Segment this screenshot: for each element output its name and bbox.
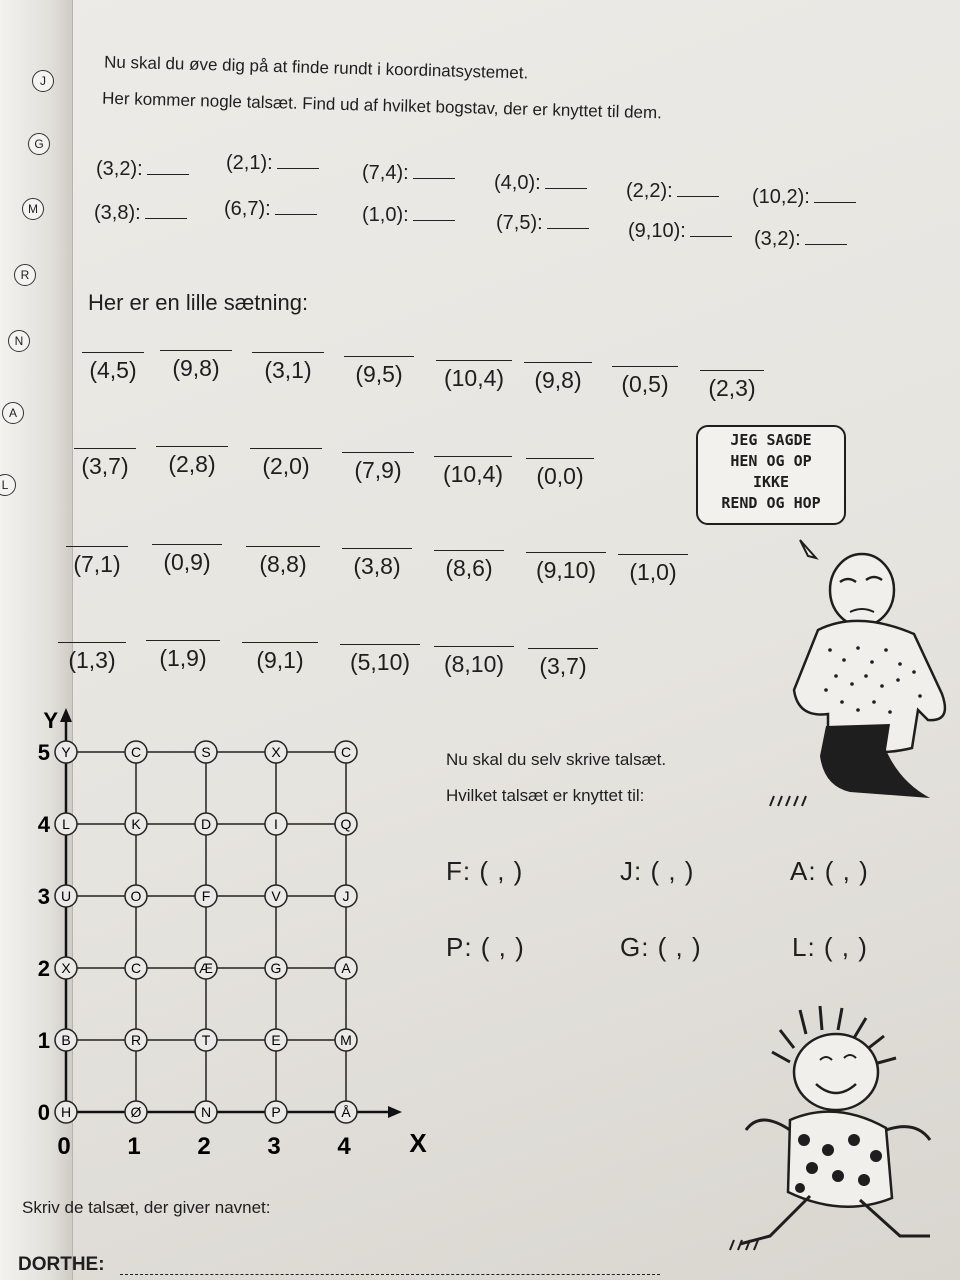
- grid-letter: E: [271, 1032, 281, 1048]
- self-write-line-2: Hvilket talsæt er knyttet til:: [446, 786, 645, 805]
- self-write-line-1: Nu skal du selv skrive talsæt.: [446, 750, 667, 769]
- code-slot[interactable]: (7,1): [66, 546, 128, 578]
- edge-letter: L: [0, 474, 16, 496]
- answer-g[interactable]: G: ( , ): [620, 932, 702, 962]
- answer-blank[interactable]: [147, 160, 189, 175]
- code-slot[interactable]: (3,7): [528, 648, 598, 680]
- code-slot[interactable]: (9,5): [344, 356, 414, 388]
- sentence-heading: Her er en lille sætning:: [88, 290, 309, 315]
- name-instruction: Skriv de talsæt, der giver navnet:: [22, 1198, 271, 1217]
- edge-letter: A: [2, 402, 24, 424]
- speech-line: HEN OG OP: [730, 452, 812, 470]
- pair-item: (3,2):: [96, 158, 189, 181]
- answer-blank[interactable]: [413, 206, 455, 221]
- grid-letter: D: [200, 816, 212, 832]
- coordinate-grid: [20, 700, 427, 1170]
- answer-blank[interactable]: [547, 214, 589, 229]
- grid-letter: C: [130, 744, 142, 760]
- pair-item: (7,5):: [496, 212, 589, 235]
- grid-letter: Q: [340, 816, 352, 832]
- grid-letter: F: [201, 888, 211, 904]
- pair-item: (2,2):: [626, 180, 719, 203]
- answer-l[interactable]: L: ( , ): [792, 932, 868, 962]
- grid-letter: C: [130, 960, 142, 976]
- grid-letter: C: [340, 744, 352, 760]
- grid-letter: M: [340, 1032, 352, 1048]
- pair-item: (10,2):: [752, 186, 856, 209]
- grid-letter: T: [201, 1032, 211, 1048]
- code-slot[interactable]: (4,5): [82, 352, 144, 384]
- code-slot[interactable]: (7,9): [342, 452, 414, 484]
- code-slot[interactable]: (8,6): [434, 550, 504, 582]
- grid-letter: X: [61, 960, 71, 976]
- x-tick-label: 2: [197, 1133, 211, 1160]
- answer-blank[interactable]: [145, 204, 187, 219]
- grid-letter: U: [60, 888, 72, 904]
- answer-blank[interactable]: [545, 174, 587, 189]
- code-slot[interactable]: (1,9): [146, 640, 220, 672]
- code-slot[interactable]: (3,7): [74, 448, 136, 480]
- code-slot[interactable]: (9,1): [242, 642, 318, 674]
- edge-letter: M: [22, 198, 44, 220]
- code-slot[interactable]: (0,5): [612, 366, 678, 398]
- answer-j[interactable]: J: ( , ): [620, 856, 695, 886]
- code-slot[interactable]: (5,10): [340, 644, 420, 676]
- code-slot[interactable]: (9,8): [524, 362, 592, 394]
- grid-letter: A: [341, 960, 351, 976]
- answer-blank[interactable]: [277, 154, 319, 169]
- cartoon-man-illustration: [760, 520, 960, 820]
- answer-a[interactable]: A: ( , ): [790, 856, 869, 886]
- grid-letter: N: [200, 1104, 212, 1120]
- name-label: DORTHE:: [18, 1254, 105, 1275]
- code-slot[interactable]: (10,4): [434, 456, 512, 488]
- code-slot[interactable]: (9,10): [526, 552, 606, 584]
- name-answer-line[interactable]: [120, 1274, 660, 1275]
- pair-item: (6,7):: [224, 198, 317, 221]
- code-slot[interactable]: (8,10): [434, 646, 514, 678]
- x-tick-label: 4: [337, 1133, 351, 1160]
- grid-letter: Y: [61, 744, 71, 760]
- answer-blank[interactable]: [690, 222, 732, 237]
- speech-line: JEG SAGDE: [730, 431, 812, 449]
- code-slot[interactable]: (9,8): [160, 350, 232, 382]
- pair-item: (3,2):: [754, 228, 847, 251]
- speech-line: IKKE: [752, 473, 790, 491]
- grid-letter: G: [270, 960, 282, 976]
- code-slot[interactable]: (2,0): [250, 448, 322, 480]
- x-tick-label: 1: [127, 1133, 141, 1160]
- grid-letter: H: [60, 1104, 72, 1120]
- x-tick-label: 0: [57, 1133, 71, 1160]
- grid-letter: P: [271, 1104, 281, 1120]
- code-slot[interactable]: (1,3): [58, 642, 126, 674]
- answer-blank[interactable]: [677, 182, 719, 197]
- x-axis-label: X: [409, 1128, 427, 1158]
- grid-letter: X: [271, 744, 281, 760]
- edge-letter: G: [28, 133, 50, 155]
- y-tick-label: 4: [37, 812, 50, 837]
- y-tick-label: 1: [37, 1028, 50, 1053]
- code-slot[interactable]: (8,8): [246, 546, 320, 578]
- code-slot[interactable]: (0,0): [526, 458, 594, 490]
- pair-item: (4,0):: [494, 172, 587, 195]
- code-slot[interactable]: (10,4): [436, 360, 512, 392]
- grid-letter: V: [271, 888, 281, 904]
- grid-letter: I: [274, 816, 278, 832]
- grid-letter: S: [201, 744, 211, 760]
- y-axis-arrow: [60, 708, 72, 722]
- grid-letter: B: [61, 1032, 71, 1048]
- pair-item: (7,4):: [362, 162, 455, 185]
- answer-blank[interactable]: [814, 188, 856, 203]
- code-slot[interactable]: (3,1): [252, 352, 324, 384]
- answer-blank[interactable]: [275, 200, 317, 215]
- edge-letter: R: [14, 264, 36, 286]
- y-axis-label: Y: [43, 708, 58, 733]
- answer-blank[interactable]: [413, 164, 455, 179]
- answer-blank[interactable]: [805, 230, 847, 245]
- code-slot[interactable]: (1,0): [618, 554, 688, 586]
- answer-f[interactable]: F: ( , ): [446, 856, 524, 886]
- pair-item: (2,1):: [226, 152, 319, 175]
- y-tick-label: 3: [37, 884, 50, 909]
- grid-letter: J: [342, 888, 350, 904]
- speech-bubble: [696, 425, 846, 525]
- code-slot[interactable]: (3,8): [342, 548, 412, 580]
- y-tick-label: 2: [37, 956, 50, 981]
- grid-letter: Å: [341, 1104, 351, 1120]
- answer-p[interactable]: P: ( , ): [446, 932, 525, 962]
- grid-letter: Ø: [130, 1104, 142, 1120]
- intro-line-2: Her kommer nogle talsæt. Find ud af hvilket bogstav, der er knyttet til dem.: [101, 88, 663, 123]
- y-tick-label: 5: [37, 740, 50, 765]
- edge-letter: N: [8, 330, 30, 352]
- grid-letter: Æ: [199, 960, 213, 976]
- code-slot[interactable]: (2,3): [700, 370, 764, 402]
- edge-letter: J: [32, 70, 54, 92]
- pair-item: (1,0):: [362, 204, 455, 227]
- grid-letter: K: [131, 816, 141, 832]
- grid-letter: L: [62, 816, 70, 832]
- code-slot[interactable]: (0,9): [152, 544, 222, 576]
- y-tick-label: 0: [37, 1100, 50, 1125]
- grid-letter: R: [130, 1032, 142, 1048]
- pair-item: (9,10):: [628, 220, 732, 243]
- x-axis-arrow: [388, 1106, 402, 1118]
- speech-line: REND OG HOP: [721, 494, 821, 512]
- code-slot[interactable]: (2,8): [156, 446, 228, 478]
- cartoon-girl-illustration: [720, 1000, 960, 1260]
- x-tick-label: 3: [267, 1133, 281, 1160]
- intro-line-1: Nu skal du øve dig på at finde rundt i koordinatsystemet.: [103, 52, 529, 83]
- pair-item: (3,8):: [94, 202, 187, 225]
- grid-letter: O: [130, 888, 142, 904]
